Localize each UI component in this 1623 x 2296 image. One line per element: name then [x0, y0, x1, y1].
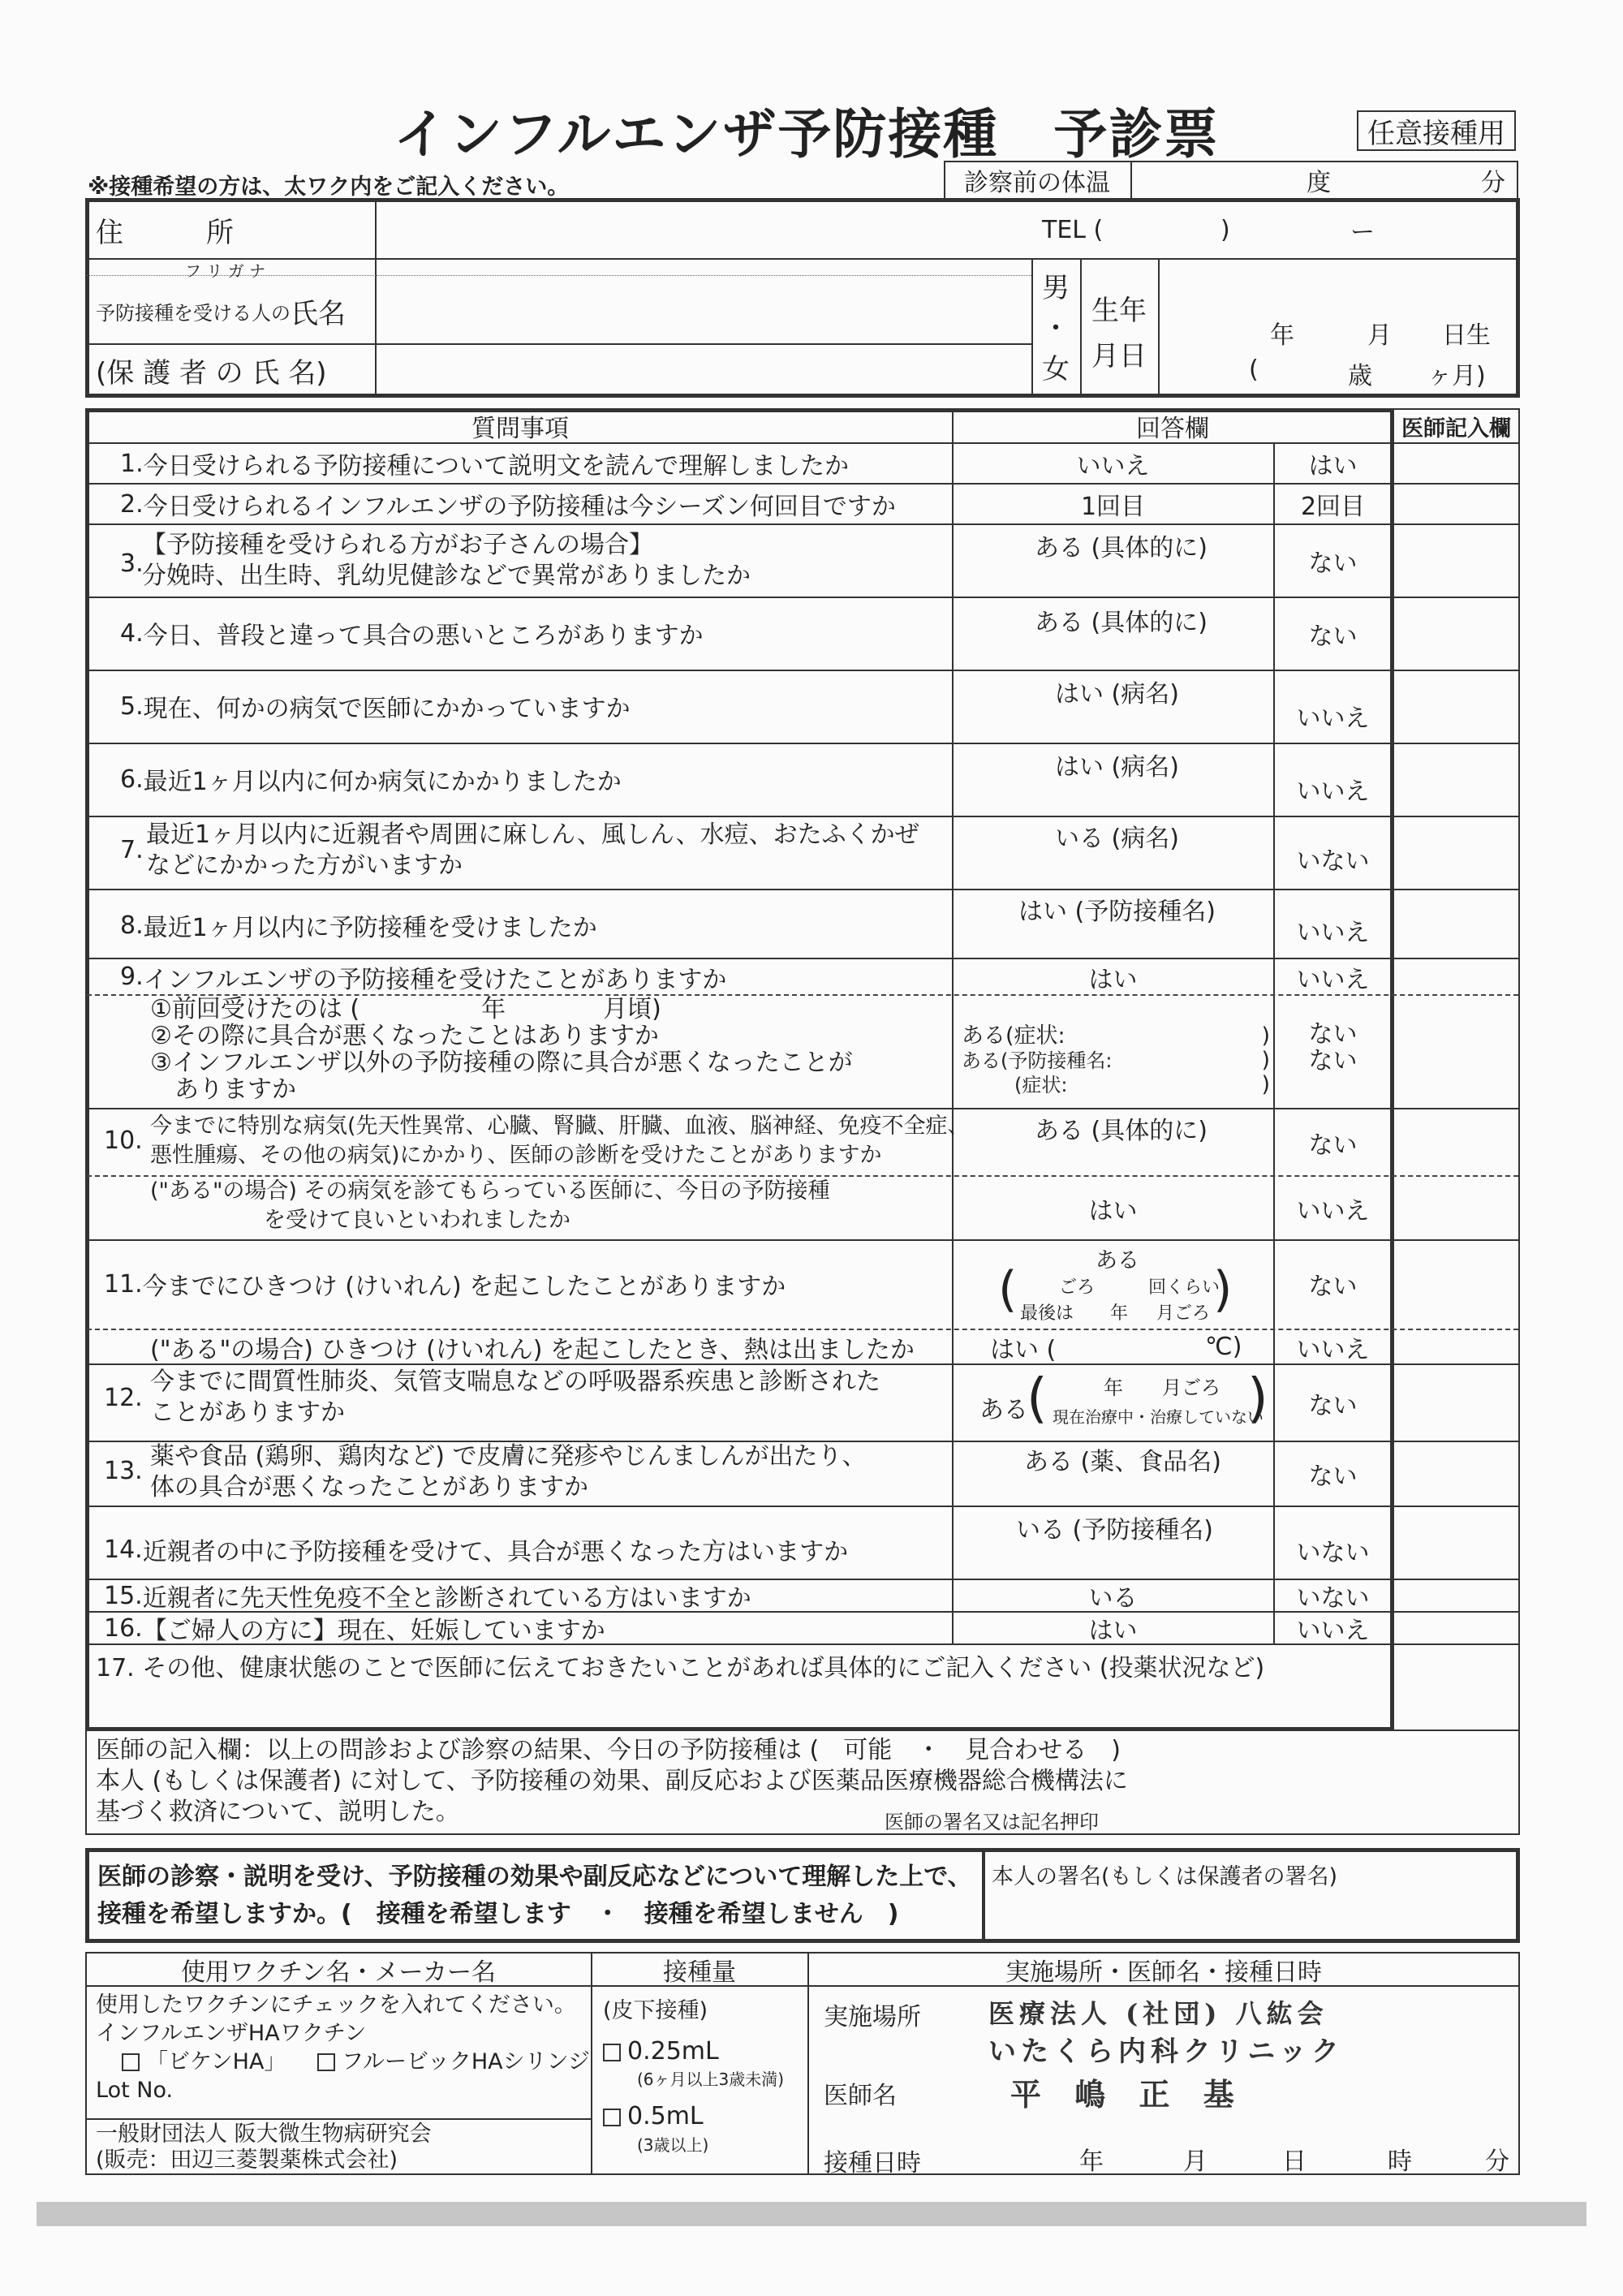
question-9-sub: ①前回受けたのは ( 年 月頃) ②その際に具合が悪くなったことはありますか ③インフルエンザ以外の予防接種の際に具合が悪くなったことが ありますか [150, 995, 853, 1104]
site-header: 実施場所・医師名・接種日時 [1005, 1958, 1322, 1987]
lot-number-field[interactable] [187, 2076, 584, 2112]
patient-signature-field[interactable] [992, 1891, 1511, 1938]
scan-edge-band [37, 2202, 1586, 2226]
answer-8-b[interactable]: いいえ [1296, 919, 1370, 947]
answer-10-b[interactable]: ない [1308, 1131, 1358, 1160]
date-label: 接種日時 [824, 2149, 921, 2178]
question-7-text: 最近1ヶ月以内に近親者や周囲に麻しん、風しん、水痘、おたふくかぜ などにかかった方がいますか [146, 821, 919, 880]
answer-11-sub-b[interactable]: いいえ [1296, 1335, 1370, 1364]
col-doctor-header: 医師記入欄 [1401, 416, 1511, 442]
question-1: 1. 今日受けられる予防接種について説明文を読んで理解しましたか [120, 449, 850, 480]
instruction-text: ※接種希望の方は、太ワク内をご記入ください。 [88, 174, 570, 200]
flubik-ha-option[interactable]: フルービックHAシリンジ [317, 2049, 590, 2074]
answer-10-a[interactable]: ある (具体的に) [1035, 1117, 1208, 1145]
birth-month-label: 月 [1367, 321, 1392, 350]
answer-3-a[interactable]: ある (具体的に) [1035, 534, 1208, 562]
guardian-label: (保 護 者 の 氏 名) [96, 356, 327, 390]
sex-dot: ・ [1042, 312, 1070, 345]
question-8: 8. 最近1ヶ月以内に予防接種を受けましたか [120, 911, 597, 942]
question-9: 9. インフルエンザの予防接種を受けたことがありますか [120, 963, 727, 994]
answer-4-b[interactable]: ない [1308, 622, 1358, 651]
answer-11-b[interactable]: ない [1308, 1273, 1358, 1301]
biken-ha-checkbox[interactable] [122, 2053, 140, 2071]
answer-13-b[interactable]: ない [1308, 1462, 1358, 1491]
answer-1-b[interactable]: はい [1308, 452, 1358, 480]
page-title: インフルエンザ予防接種 予診票 [394, 103, 1220, 166]
tel-label: TEL ( [1042, 215, 1104, 244]
dose-05-note: (3歳以上) [637, 2135, 709, 2155]
tel-close-paren: ) [1220, 215, 1230, 244]
question-4: 4. 今日、普段と違って具合の悪いところがありますか [120, 618, 704, 650]
doctor-signature-label: 医師の署名又は記名押印 [885, 1811, 1099, 1833]
temp-deg-label: 度 [1307, 169, 1331, 197]
birthdate-field[interactable] [1160, 260, 1517, 396]
answer-5-a[interactable]: はい (病名) [1055, 680, 1179, 709]
dose-option-05[interactable]: 0.5mL [603, 2102, 704, 2130]
dose-header: 接種量 [663, 1958, 736, 1987]
temperature-field[interactable] [1132, 161, 1518, 200]
answer-7-a[interactable]: いる (病名) [1055, 825, 1179, 853]
flubik-ha-checkbox[interactable] [317, 2053, 335, 2071]
doctor-column-box [1393, 408, 1520, 1731]
answer-4-a[interactable]: ある (具体的に) [1035, 609, 1208, 637]
clinic-stamp-line1: 医療法人 (社団) 八紘会 [988, 1998, 1328, 2029]
vaccine-selection: 使用したワクチンにチェックを入れてください。 インフルエンザHAワクチン 「ビケンHA」 フルービックHAシリンジ Lot No. [96, 1992, 590, 2103]
question-11: 11. 今までにひきつけ (けいれん) を起こしたことがありますか [104, 1269, 786, 1301]
question-10-text: 今までに特別な病気(先天性異常、心臓、腎臓、肝臓、血液、脳神経、免疫不全症、 悪性腫瘍、その他の病気)にかかり、医師の診断を受けたことがありますか [150, 1114, 970, 1168]
doctor-name-label: 医師名 [824, 2082, 897, 2110]
voluntary-badge: 任意接種用 [1357, 110, 1516, 151]
answer-1-a[interactable]: いいえ [1076, 452, 1150, 480]
answer-6-b[interactable]: いいえ [1296, 778, 1370, 806]
question-10-sub: ("ある"の場合) その病気を診てもらっている医師に、今日の予防接種 を受けて良いといわれましたか [150, 1178, 830, 1233]
temperature-label: 診察前の体温 [964, 169, 1110, 197]
question-16: 16. 【ご婦人の方に】現在、妊娠していますか [104, 1613, 605, 1645]
answer-8-a[interactable]: はい (予防接種名) [1018, 898, 1216, 926]
address-label: 住 所 [96, 216, 234, 249]
dose-025-checkbox[interactable] [603, 2044, 621, 2061]
answer-14-b[interactable]: いない [1296, 1539, 1370, 1567]
dose-option-025[interactable]: 0.25mL [603, 2037, 719, 2066]
guardian-field[interactable] [377, 345, 1030, 395]
answer-6-a[interactable]: はい (病名) [1055, 753, 1179, 782]
answer-16-b[interactable]: いいえ [1296, 1617, 1370, 1645]
answer-9-b[interactable]: いいえ [1296, 965, 1370, 994]
question-3-number: 3. [120, 549, 144, 578]
answer-15-b[interactable]: いない [1296, 1584, 1370, 1613]
question-2: 2. 今日受けられるインフルエンザの予防接種は今シーズン何回目ですか [120, 489, 896, 521]
col-answers-header: 回答欄 [1136, 415, 1209, 443]
address-field[interactable] [377, 203, 1517, 256]
biken-ha-option[interactable]: 「ビケンHA」 [122, 2049, 286, 2074]
birth-day-label: 日生 [1442, 321, 1491, 350]
answer-12-b[interactable]: ない [1308, 1391, 1358, 1420]
question-13-number: 13. [104, 1457, 143, 1485]
question-13-text: 薬や食品 (鶏卵、鶏肉など) で皮膚に発疹やじんましんが出たり、 体の具合が悪くなったことがありますか [150, 1442, 867, 1501]
name-field[interactable] [377, 276, 1030, 342]
furigana-label: フ リ ガ ナ [185, 261, 266, 281]
vaccine-name-header: 使用ワクチン名・メーカー名 [181, 1958, 496, 1987]
route-label: (皮下接種) [603, 1998, 708, 2023]
clinic-stamp-line2: いたくら内科クリニック [988, 2035, 1344, 2068]
question-17: 17. その他、健康状態のことで医師に伝えておきたいことがあれば具体的にご記入ください (投薬状況など) [96, 1654, 1265, 1682]
answer-13-a[interactable]: ある (薬、食品名) [1024, 1448, 1221, 1476]
question-12-number: 12. [104, 1384, 143, 1412]
age-open-paren: ( [1249, 355, 1259, 384]
sex-selector[interactable] [1033, 268, 1078, 390]
patient-signature-label: 本人の署名(もしくは保護者の署名) [992, 1864, 1338, 1889]
temp-min-label: 分 [1481, 169, 1505, 197]
answer-10-sub-a[interactable]: はい [1088, 1196, 1138, 1226]
answer-9-sub-a[interactable]: ある(症状: ) ある(予防接種名: ) (症状: ) [962, 1023, 1270, 1097]
birthdate-label: 生年 月日 [1091, 295, 1147, 373]
doctor-signature-field[interactable] [1152, 1786, 1509, 1833]
doctor-note-text: 医師の記入欄：以上の問診および診察の結果、今日の予防接種は ( 可能 ・ 見合わせる ) 本人 (もしくは保護者) に対して、予防接種の効果、副反応および医薬品医療機器総合機構法に 基づく救済について、説明した。 [96, 1736, 1128, 1826]
dose-05-checkbox[interactable] [603, 2109, 621, 2126]
answer-3-b[interactable]: ない [1308, 549, 1358, 578]
answer-10-sub-b[interactable]: いいえ [1296, 1196, 1370, 1226]
answer-11-a[interactable]: ある ( ごろ 回くらい 最後は 年 月ごろ ) [998, 1248, 1233, 1324]
name-label: 予防接種を受ける人の 氏名 [96, 297, 346, 330]
age-months-label: ヶ月) [1427, 362, 1486, 390]
answer-14-a[interactable]: いる (予防接種名) [1016, 1516, 1213, 1544]
question-11-sub: ("ある"の場合) ひきつけ (けいれん) を起こしたとき、熱は出ましたか [150, 1335, 915, 1364]
answer-11-sub-a[interactable]: はい ( ℃) [990, 1333, 1242, 1364]
lot-number-label: Lot No. [96, 2078, 174, 2103]
question-12-text: 今までに間質性肺炎、気管支喘息などの呼吸器系疾患と診断された ことがありますか [150, 1368, 880, 1427]
administration-date-field[interactable]: 年 月 日 時 分 [1079, 2147, 1509, 2176]
tel-dash: ー [1350, 218, 1375, 247]
question-6: 6. 最近1ヶ月以内に何か病気にかかりましたか [120, 765, 622, 796]
col-questions-header: 質問事項 [471, 415, 569, 443]
sex-female[interactable]: 女 [1042, 353, 1070, 386]
question-14: 14. 近親者の中に予防接種を受けて、具合が悪くなった方はいますか [104, 1535, 849, 1566]
question-17-field[interactable] [91, 1680, 1389, 1725]
question-5: 5. 現在、何かの病気で医師にかかっていますか [120, 691, 631, 723]
answer-12-a[interactable]: ある ( 年 月ごろ 現在治療中・治療していない ) [979, 1367, 1268, 1429]
question-15: 15. 近親者に先天性免疫不全と診断されている方はいますか [104, 1581, 751, 1613]
answer-15-a[interactable]: いる [1088, 1584, 1138, 1613]
answer-2-b[interactable]: 2回目 [1300, 493, 1366, 521]
consent-text: 医師の診察・説明を受け、予防接種の効果や副反応などについて理解した上で、 接種を希望しますか。( 接種を希望します ・ 接種を希望しません ) [97, 1863, 972, 1928]
answer-7-b[interactable]: いない [1296, 846, 1370, 876]
doctor-name-stamp: 平 嶋 正 基 [1010, 2076, 1246, 2113]
answer-9-sub-b[interactable]: ない ない [1308, 1020, 1358, 1075]
answer-16-a[interactable]: はい [1088, 1617, 1138, 1645]
answer-2-a[interactable]: 1回目 [1080, 493, 1146, 521]
sex-male[interactable]: 男 [1042, 272, 1070, 304]
question-7-number: 7. [120, 836, 144, 864]
answer-9-a[interactable]: はい [1088, 965, 1138, 994]
age-years-label: 歳 [1348, 362, 1372, 390]
site-label: 実施場所 [824, 2003, 921, 2031]
birth-year-label: 年 [1270, 321, 1294, 350]
answer-5-b[interactable]: いいえ [1296, 704, 1370, 733]
manufacturer-info: 一般財団法人 阪大微生物病研究会 (販売：田辺三菱製薬株式会社) [96, 2122, 432, 2173]
question-10-number: 10. [104, 1126, 143, 1155]
dose-025-note: (6ヶ月以上3歳未満) [637, 2070, 785, 2089]
question-3-text: 【予防接種を受けられる方がお子さんの場合】 分娩時、出生時、乳幼児健診などで異常がありましたか [142, 531, 751, 590]
